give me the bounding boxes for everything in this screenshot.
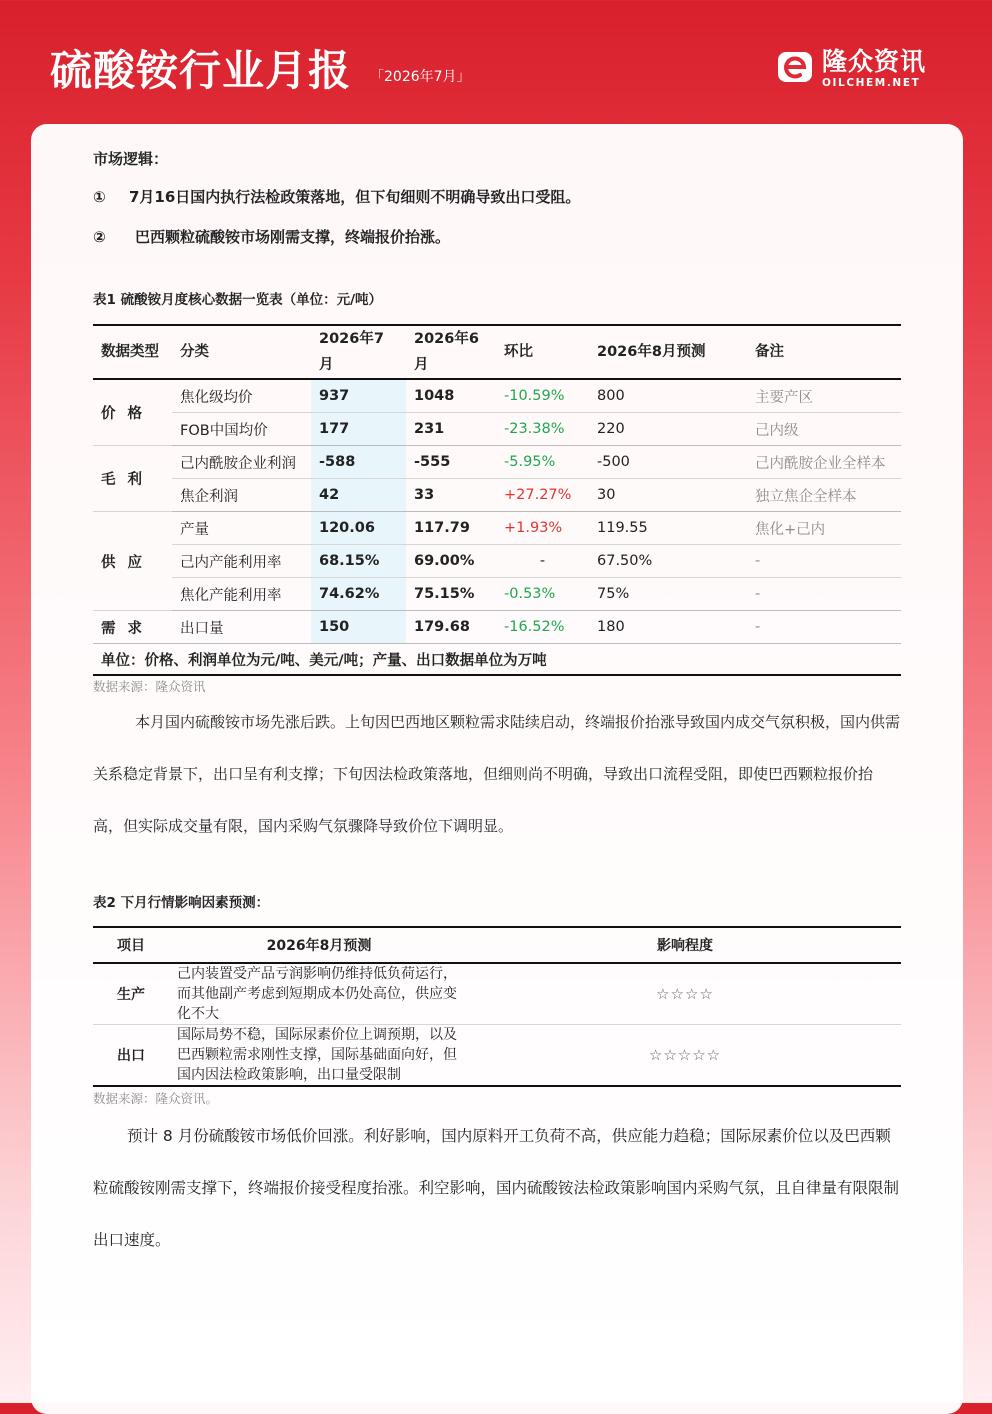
- current-value: 177: [311, 413, 406, 446]
- category-cell: 毛利: [93, 446, 172, 512]
- previous-value: 33: [406, 479, 496, 512]
- impact-rating: ☆☆☆☆☆: [469, 1025, 901, 1087]
- table-row: [93, 963, 901, 1025]
- header-cell: 2026年8月预测: [589, 325, 747, 379]
- header-cell: 分类: [172, 325, 311, 379]
- impact-rating: ☆☆☆☆: [469, 963, 901, 1025]
- mom-change: +1.93%: [496, 512, 589, 545]
- current-value: 42: [311, 479, 406, 512]
- mom-change: -16.52%: [496, 611, 589, 644]
- data-source: 数据来源：隆众资讯。: [93, 1091, 219, 1106]
- logo-text-cn: 隆众资讯: [822, 47, 927, 76]
- header-cell: 2026年7月: [311, 325, 406, 379]
- current-value: 937: [311, 379, 406, 413]
- header-cell: 环比: [496, 325, 589, 379]
- header-cell: 数据类型: [93, 325, 172, 379]
- forecast-value: 220: [589, 413, 747, 446]
- current-value: 120.06: [311, 512, 406, 545]
- forecast-value: -500: [589, 446, 747, 479]
- forecast-factors-table: [93, 926, 901, 1087]
- header-cell: 2026年8月预测: [169, 927, 469, 963]
- logic-item-text: 7月16日国内执行法检政策落地，但下旬细则不明确导致出口受阻。: [129, 188, 581, 206]
- category-cell: 需求: [93, 611, 172, 644]
- subcategory-cell: 出口量: [172, 611, 311, 644]
- note-cell: 主要产区: [747, 379, 901, 413]
- mom-change: -: [496, 545, 589, 578]
- logic-item-text: 巴西颗粒硫酸铵市场刚需支撑，终端报价抬涨。: [135, 228, 451, 246]
- forecast-paragraph: 预计 8 月份硫酸铵市场低价回涨。利好影响，国内原料开工负荷不高，供应能力趋稳；国际尿素价位以及巴西颗粒硫酸铵刚需支撑下，终端报价接受程度抬涨。利空影响，国内硫酸铵法检政策影响国内采购气氛，且自律量有限限制出口速度。: [93, 1127, 900, 1249]
- table-row: [93, 512, 901, 545]
- table2-caption: 表2 下月行情影响因素预测：: [93, 895, 270, 911]
- category-cell: 供应: [93, 512, 172, 611]
- forecast-value: 800: [589, 379, 747, 413]
- category-cell: 价格: [93, 379, 172, 446]
- previous-value: 231: [406, 413, 496, 446]
- subcategory-cell: 焦企利润: [172, 479, 311, 512]
- current-value: 68.15%: [311, 545, 406, 578]
- forecast-value: 30: [589, 479, 747, 512]
- market-logic-item: [93, 226, 450, 247]
- current-value: 74.62%: [311, 578, 406, 611]
- note-cell: -: [747, 578, 901, 611]
- forecast-value: 119.55: [589, 512, 747, 545]
- table-header-row: [93, 325, 901, 379]
- forecast-value: 75%: [589, 578, 747, 611]
- previous-value: 75.15%: [406, 578, 496, 611]
- table-row: [93, 1025, 901, 1087]
- previous-value: 1048: [406, 379, 496, 413]
- mom-change: -0.53%: [496, 578, 589, 611]
- previous-value: 117.79: [406, 512, 496, 545]
- report-period: 「2026年7月」: [370, 69, 471, 85]
- data-source: 数据来源：隆众资讯: [93, 679, 206, 694]
- subcategory-cell: 焦化产能利用率: [172, 578, 311, 611]
- subcategory-cell: 己内酰胺企业利润: [172, 446, 311, 479]
- subcategory-cell: 焦化级均价: [172, 379, 311, 413]
- table-row: [93, 413, 901, 446]
- market-review-paragraph: 本月国内硫酸铵市场先涨后跌。上旬因巴西地区颗粒需求陆续启动，终端报价抬涨导致国内成交气氛积极，国内供需关系稳定背景下，出口呈有利支撑；下旬因法检政策落地，但细则尚不明确，导致出口流程受阻，即使巴西颗粒报价抬高，但实际成交量有限，国内采购气氛骤降导致价位下调明显。: [93, 713, 901, 835]
- logic-item-number: ①: [93, 188, 106, 206]
- header-cell: 项目: [93, 927, 169, 963]
- header-cell: 影响程度: [469, 927, 901, 963]
- table-header-row: [93, 927, 901, 963]
- logic-item-number: ②: [93, 228, 106, 246]
- mom-change: -5.95%: [496, 446, 589, 479]
- subcategory-cell: FOB中国均价: [172, 413, 311, 446]
- forecast-value: 180: [589, 611, 747, 644]
- table-row: [93, 379, 901, 413]
- previous-value: 69.00%: [406, 545, 496, 578]
- report-title: 硫酸铵行业月报: [50, 46, 352, 95]
- factor-description: 己内装置受产品亏润影响仍维持低负荷运行，而其他副产考虑到短期成本仍处高位，供应变化不大: [169, 963, 469, 1025]
- market-logic-item: [93, 186, 580, 207]
- note-cell: 独立焦企全样本: [747, 479, 901, 512]
- report-header: [0, 0, 992, 125]
- logo-text-en: OILCHEM.NET: [822, 77, 921, 89]
- forecast-value: 67.50%: [589, 545, 747, 578]
- unit-note: 单位：价格、利润单位为元/吨、美元/吨；产量、出口数据单位为万吨: [93, 644, 901, 676]
- previous-value: 179.68: [406, 611, 496, 644]
- subcategory-cell: 产量: [172, 512, 311, 545]
- mom-change: +27.27%: [496, 479, 589, 512]
- note-cell: 己内酰胺企业全样本: [747, 446, 901, 479]
- content-card: [31, 124, 963, 1414]
- factor-item: 生产: [93, 963, 169, 1025]
- table-row: [93, 446, 901, 479]
- note-cell: 己内级: [747, 413, 901, 446]
- subcategory-cell: 己内产能利用率: [172, 545, 311, 578]
- factor-item: 出口: [93, 1025, 169, 1087]
- header-cell: 2026年6月: [406, 325, 496, 379]
- table-row: [93, 611, 901, 644]
- current-value: -588: [311, 446, 406, 479]
- oilchem-logo: [776, 48, 946, 92]
- previous-value: -555: [406, 446, 496, 479]
- table-row: [93, 479, 901, 512]
- mom-change: -10.59%: [496, 379, 589, 413]
- mom-change: -23.38%: [496, 413, 589, 446]
- unit-note-row: [93, 644, 901, 676]
- oilchem-logo-icon: [776, 48, 814, 86]
- current-value: 150: [311, 611, 406, 644]
- table-row: [93, 545, 901, 578]
- header-cell: 备注: [747, 325, 901, 379]
- note-cell: -: [747, 611, 901, 644]
- core-data-table: [93, 324, 901, 676]
- note-cell: 焦化+己内: [747, 512, 901, 545]
- factor-description: 国际局势不稳，国际尿素价位上调预期，以及巴西颗粒需求刚性支撑，国际基础面向好，但国内因法检政策影响，出口量受限制: [169, 1025, 469, 1087]
- market-logic-heading: 市场逻辑：: [93, 150, 169, 168]
- table1-caption: 表1 硫酸铵月度核心数据一览表（单位：元/吨）: [93, 292, 383, 308]
- note-cell: -: [747, 545, 901, 578]
- table-row: [93, 578, 901, 611]
